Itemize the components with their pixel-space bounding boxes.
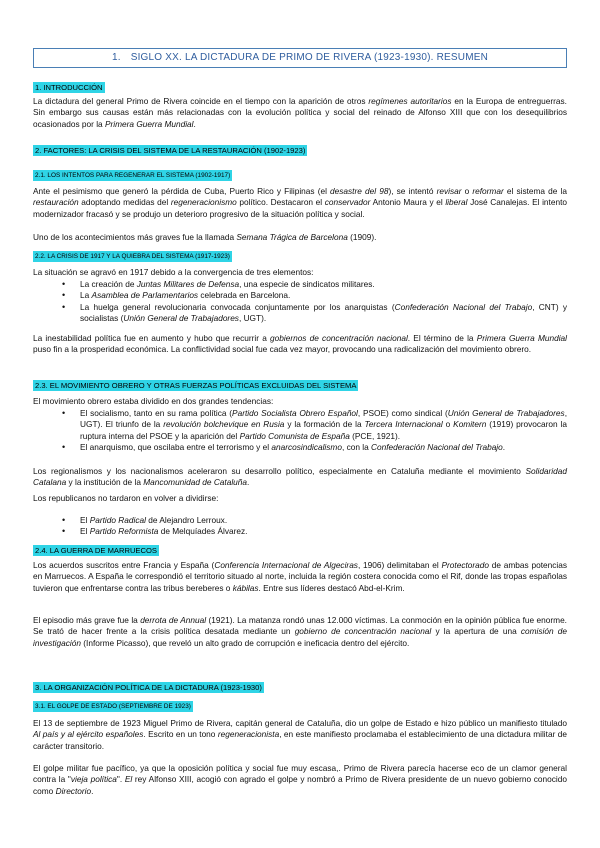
list-2-3b bbox=[33, 515, 567, 538]
paragraph-2-3a: El movimiento obrero estaba dividido en dos grandes tendencias: bbox=[33, 396, 274, 406]
paragraph-2-4a: Los acuerdos suscritos entre Francia y España (Conferencia Internacional de Algeciras, 1906) delimitaban el Protectorado de ambas potencias en Marruecos. A España le correspondió el territorio situado al norte, incluida la región costera conocida como el Rif, donde las tropas españolas tuvieron que enfrentarse contra las tribus bereberes o kábilas. Entre sus líderes destacó Abd-el-Krim. bbox=[33, 560, 567, 593]
paragraph-intro: La dictadura del general Primo de Rivera coincide en el tiempo con la aparición de otros regímenes autoritarios en la Europa de entreguerras. Sin embargo sus causas están más relacionadas con la evolución política y social del reinado de Alfonso XIII que con los desequilibrios ocasionados por la Primera Guerra Mundial. bbox=[33, 96, 567, 129]
list-item: • El socialismo, tanto en su rama política (Partido Socialista Obrero Español, PSOE) como sindical (Unión General de Trabajadores, UGT). El triunfo de la revolución bolchevique en Rusia y la formación de la Tercera Internacional o Komitern (1919) provocaron la ruptura interna del PSOE y la aparición del Partido Comunista de España (PCE, 1921). bbox=[80, 408, 567, 442]
list-item: • La creación de Juntas Militares de Defensa, una especie de sindicatos militares. bbox=[80, 279, 567, 290]
list-item: • La huelga general revolucionaria convocada conjuntamente por los anarquistas (Confederación Nacional del Trabajo, CNT) y socialistas (Unión General de Trabajadores, UGT). bbox=[80, 302, 567, 325]
heading-2-3: 2.3. EL MOVIMIENTO OBRERO Y OTRAS FUERZAS POLÍTICAS EXCLUIDAS DEL SISTEMA bbox=[35, 381, 357, 390]
heading-2-1: 2.1. LOS INTENTOS PARA REGENERAR EL SISTEMA (1902-1917) bbox=[35, 172, 231, 179]
paragraph-2-3c: Los republicanos no tardaron en volver a dividirse: bbox=[33, 493, 219, 503]
paragraph-2-1a: Ante el pesimismo que generó la pérdida de Cuba, Puerto Rico y Filipinas (el desastre del 98), se intentó revisar o reformar el sistema de la restauración adoptando medidas del regeneracionismo político. Destacaron el conservador Antonio Maura y el liberal José Canalejas. El intento modernizador fracasó y se produjo un deterioro progresivo de la situación política y social. bbox=[33, 186, 567, 219]
paragraph-2-4b: El episodio más grave fue la derrota de Annual (1921). La matanza rondó unas 12.000 víctimas. La conmoción en la opinión pública fue enorme. Se trató de hacer frente a la crisis política desatada mediante un gobierno de concentración nacional y la apertura de una comisión de investigación (Informe Picasso), que reveló un alto grado de corrupción e ineficacia dentro del ejército. bbox=[33, 615, 567, 648]
list-item: • El Partido Radical de Alejandro Lerroux. bbox=[80, 515, 567, 526]
page-title bbox=[34, 52, 566, 63]
heading-3: 3. LA ORGANIZACIÓN POLÍTICA DE LA DICTADURA (1923-1930) bbox=[35, 683, 262, 692]
list-item: • La Asamblea de Parlamentarios celebrada en Barcelona. bbox=[80, 290, 567, 301]
title-text: SIGLO XX. LA DICTADURA DE PRIMO DE RIVERA (1923-1930). RESUMEN bbox=[130, 52, 489, 63]
list-2-2 bbox=[33, 279, 567, 324]
heading-2-4: 2.4. LA GUERRA DE MARRUECOS bbox=[35, 546, 157, 555]
heading-intro: 1. INTRODUCCIÓN bbox=[35, 83, 103, 92]
paragraph-2-3b: Los regionalismos y los nacionalismos aceleraron su desarrollo político, especialmente en Cataluña mediante el movimiento Solidaridad Catalana y la institución de la Mancomunidad de Cataluña. bbox=[33, 466, 567, 488]
paragraph-2-2b: La inestabilidad política fue en aumento y hubo que recurrir a gobiernos de concentración nacional. El término de la Primera Guerra Mundial puso fin a la prosperidad económica. La conflictividad social fue cada vez mayor, provocando una radicalización del movimiento obrero. bbox=[33, 333, 568, 355]
list-2-3 bbox=[33, 408, 567, 453]
heading-3-1: 3.1. EL GOLPE DE ESTADO (SEPTIEMBRE DE 1923) bbox=[35, 703, 191, 710]
paragraph-3-1b: El golpe militar fue pacífico, ya que la oposición política y social fue muy escasa,. Primo de Rivera parecía hacerse eco de un clamor general contra la "vieja política". El rey Alfonso XIII, acogió con agrado el golpe y nombró a Primo de Rivera presidente de un nuevo gobierno conocido como Directorio. bbox=[33, 763, 567, 796]
heading-2-2: 2.2. LA CRISIS DE 1917 Y LA QUIEBRA DEL SISTEMA (1917-1923) bbox=[35, 253, 230, 260]
heading-factores: 2. FACTORES: LA CRISIS DEL SISTEMA DE LA RESTAURACIÓN (1902-1923) bbox=[35, 146, 306, 155]
paragraph-2-1b: Uno de los acontecimientos más graves fue la llamada Semana Trágica de Barcelona (1909). bbox=[33, 232, 377, 242]
list-item: • El anarquismo, que oscilaba entre el terrorismo y el anarcosindicalismo, con la Confederación Nacional del Trabajo. bbox=[80, 442, 567, 453]
list-item: • El Partido Reformista de Melquíades Álvarez. bbox=[80, 526, 567, 537]
paragraph-3-1a: El 13 de septiembre de 1923 Miguel Primo de Rivera, capitán general de Cataluña, dio un golpe de Estado e hizo público un manifiesto titulado Al país y al ejército españoles. Escrito en un tono regeneracionista, en este manifiesto proclamaba el establecimiento de una dictadura militar de carácter transitorio. bbox=[33, 718, 567, 751]
title-number: 1. bbox=[111, 52, 121, 63]
title-box bbox=[33, 48, 567, 68]
paragraph-2-2a: La situación se agravó en 1917 debido a la convergencia de tres elementos: bbox=[33, 267, 314, 277]
